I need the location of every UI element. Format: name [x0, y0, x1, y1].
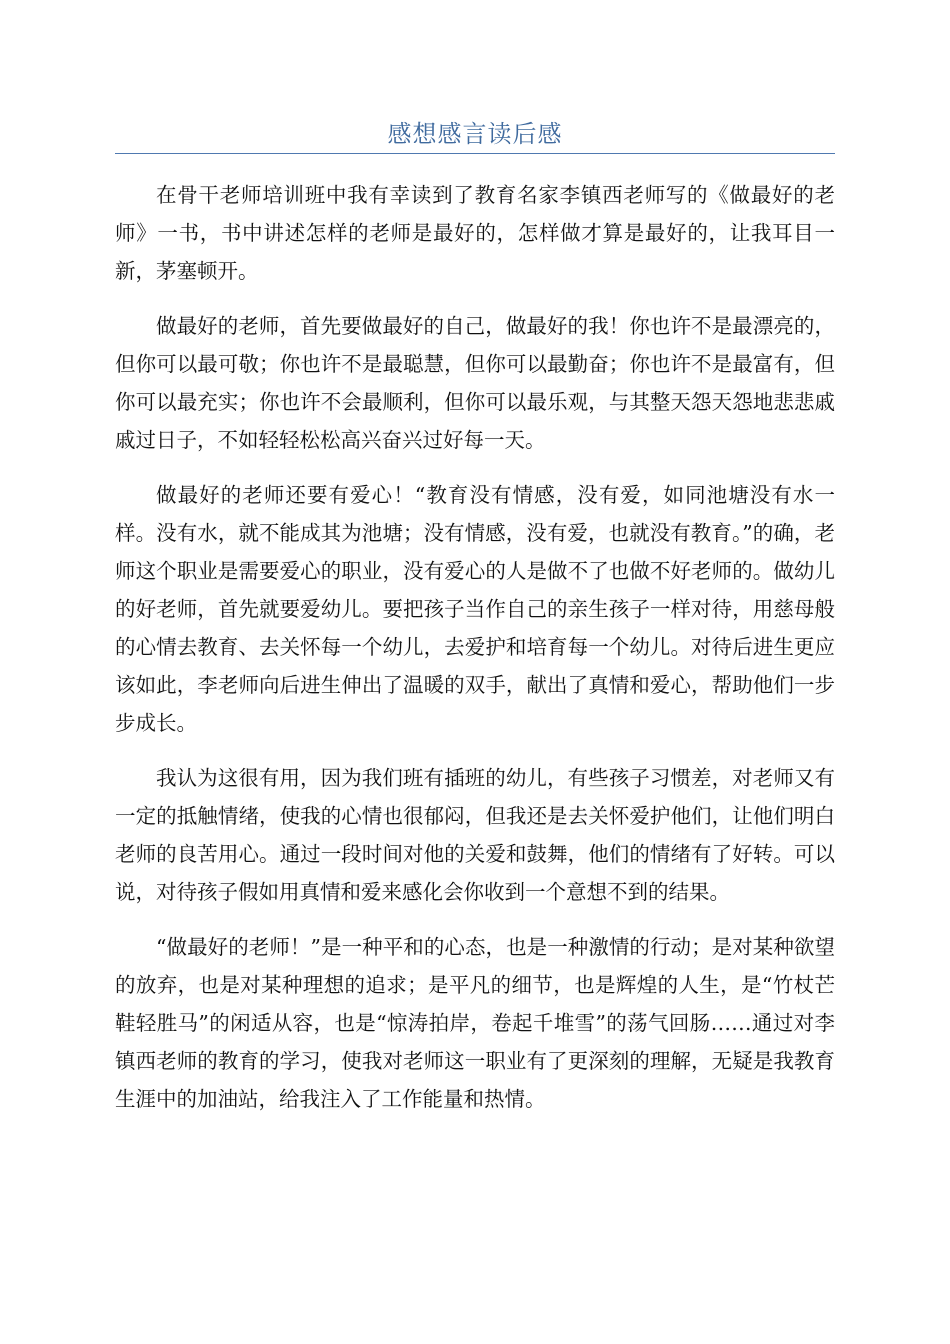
page-title: 感想感言读后感	[387, 120, 563, 148]
paragraph-2: 做最好的老师，首先要做最好的自己，做最好的我！你也许不是最漂亮的，但你可以最可敬；你也许不是最聪慧，但你可以最勤奋；你也许不是最富有，但你可以最充实；你也许不会最顺利，但你可以最乐观，与其整天怨天怨地悲悲戚戚过日子，不如轻轻松松高兴奋兴过好每一天。	[115, 314, 835, 452]
title-underline	[115, 153, 835, 154]
paragraph-1: 在骨干老师培训班中我有幸读到了教育名家李镇西老师写的《做最好的老师》一书，书中讲述怎样的老师是最好的，怎样做才算是最好的，让我耳目一新，茅塞顿开。	[115, 183, 835, 283]
paragraph-5: “做最好的老师！”是一种平和的心态，也是一种激情的行动；是对某种欲望的放弃，也是对某种理想的追求；是平凡的细节，也是辉煌的人生，是“竹杖芒鞋轻胜马”的闲适从容，也是“惊涛拍岸，卷起千堆雪”的荡气回肠……通过对李镇西老师的教育的学习，使我对老师这一职业有了更深刻的理解，无疑是我教育生涯中的加油站，给我注入了工作能量和热情。	[115, 935, 835, 1111]
paragraph-4: 我认为这很有用，因为我们班有插班的幼儿，有些孩子习惯差，对老师又有一定的抵触情绪，使我的心情也很郁闷，但我还是去关怀爱护他们，让他们明白老师的良苦用心。通过一段时间对他的关爱和鼓舞，他们的情绪有了好转。可以说，对待孩子假如用真情和爱来感化会你收到一个意想不到的结果。	[115, 766, 835, 904]
document-body	[115, 176, 835, 1135]
paragraph-3: 做最好的老师还要有爱心！“教育没有情感，没有爱，如同池塘没有水一样。没有水，就不能成其为池塘；没有情感，没有爱，也就没有教育。”的确，老师这个职业是需要爱心的职业，没有爱心的人是做不了也做不好老师的。做幼儿的好老师，首先就要爱幼儿。要把孩子当作自己的亲生孩子一样对待，用慈母般的心情去教育、去关怀每一个幼儿，去爱护和培育每一个幼儿。对待后进生更应该如此，李老师向后进生伸出了温暖的双手，献出了真情和爱心，帮助他们一步步成长。	[115, 483, 835, 735]
